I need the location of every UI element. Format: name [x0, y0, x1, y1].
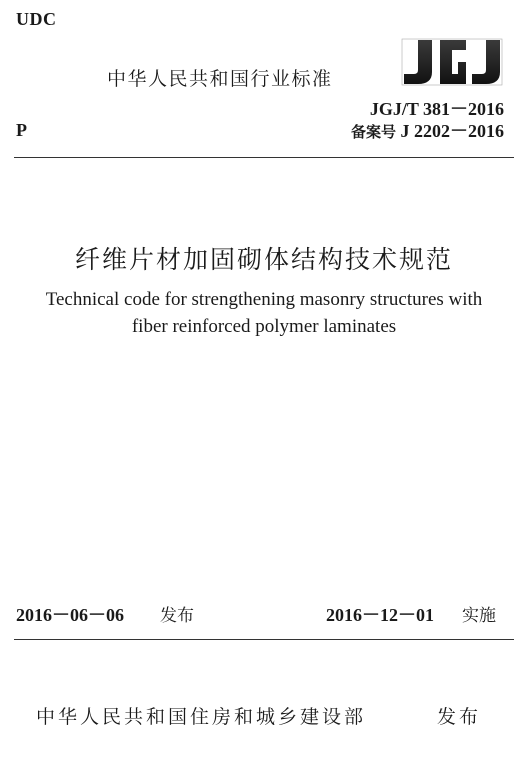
standard-class-title: 中华人民共和国行业标准 [107, 68, 333, 90]
record-number: J 2202－2016 [400, 121, 504, 141]
jgj-logo [400, 37, 504, 87]
classification-letter: P [16, 120, 27, 140]
title-chinese: 纤维片材加固砌体结构技术规范 [74, 245, 453, 274]
issue-label: 发布 [160, 606, 194, 626]
issue-date: 2016－06－06 [16, 605, 124, 625]
header-divider [14, 157, 514, 158]
publisher-name: 中华人民共和国住房和城乡建设部 [36, 706, 367, 728]
title-english-line1: Technical code for strengthening masonry structures with [45, 289, 483, 310]
implement-date: 2016－12－01 [326, 605, 434, 625]
record-number-line [351, 120, 504, 143]
standard-number-block [351, 98, 504, 143]
record-prefix: 备案号 [350, 123, 396, 141]
standard-number: JGJ/T 381－2016 [369, 99, 504, 119]
footer-divider [14, 639, 514, 640]
implement-label: 实施 [462, 606, 496, 626]
udc-label: UDC [16, 9, 57, 29]
title-english-line2: fiber reinforced polymer laminates [131, 316, 397, 337]
publish-action: 发布 [437, 706, 482, 728]
